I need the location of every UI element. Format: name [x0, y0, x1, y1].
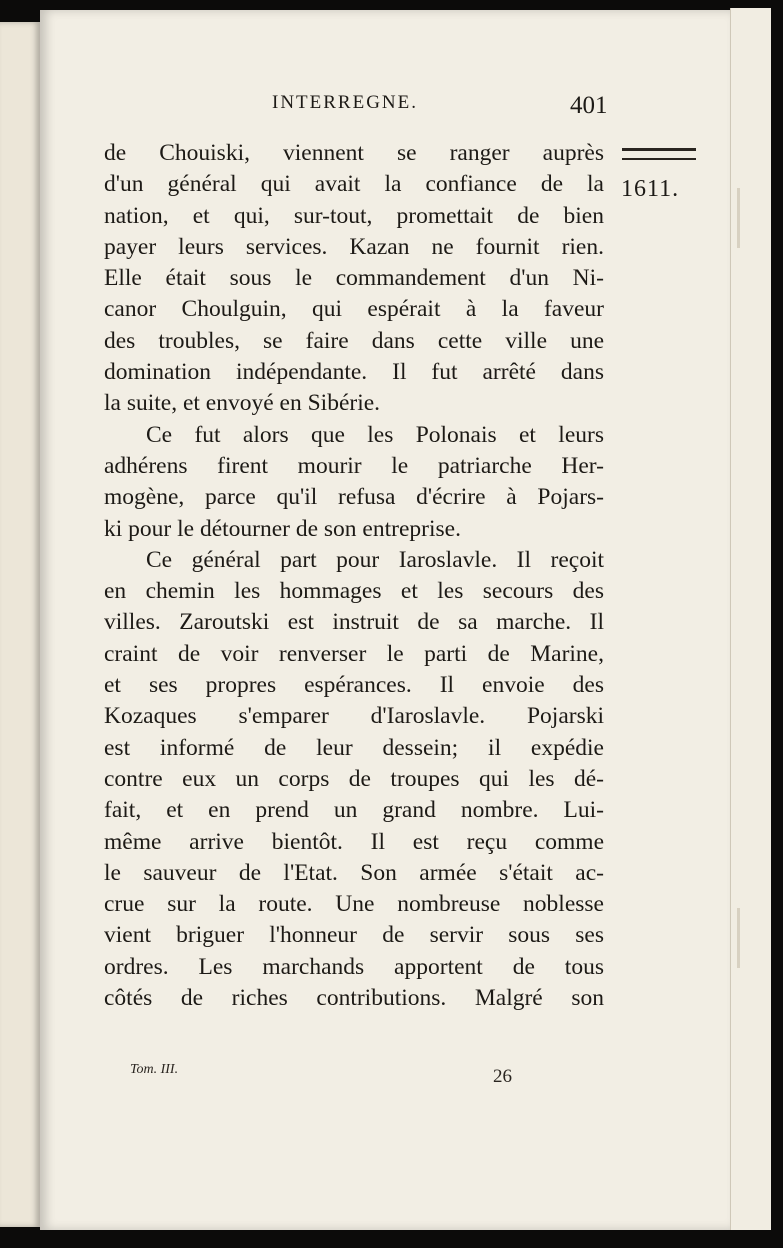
text-line: Elle était sous le commandement d'un Ni-: [104, 265, 604, 292]
signature-number: 26: [493, 1066, 512, 1087]
margin-year: 1611.: [621, 176, 680, 202]
text-line: d'un général qui avait la confiance de la: [104, 171, 604, 198]
text-line: villes. Zaroutski est instruit de sa marche. Il: [104, 609, 604, 636]
running-head: INTERREGNE.: [272, 92, 419, 113]
text-line: adhérens firent mourir le patriarche Her-: [104, 452, 604, 479]
left-page-edge: [0, 22, 40, 1227]
text-line: vient briguer l'honneur de servir sous ses: [104, 922, 604, 949]
text-line: et ses propres espérances. Il envoie des: [104, 672, 604, 699]
text-line: en chemin les hommages et les secours des: [104, 578, 604, 605]
text-line: craint de voir renverser le parti de Marine,: [104, 640, 604, 667]
text-line: nation, et qui, sur-tout, promettait de bien: [104, 202, 604, 229]
text-line: le sauveur de l'Etat. Son armée s'était ac-: [104, 859, 604, 886]
page-number: 401: [570, 92, 608, 119]
text-line: mogène, parce qu'il refusa d'écrire à Pojars-: [104, 484, 604, 511]
text-line: crue sur la route. Une nombreuse noblesse: [104, 891, 604, 918]
body-text: [104, 138, 604, 1014]
text-line: ki pour le détourner de son entreprise.: [104, 515, 461, 542]
next-page-edge: [730, 8, 771, 1230]
text-line: payer leurs services. Kazan ne fournit rien.: [104, 233, 604, 260]
text-line: la suite, et envoyé en Sibérie.: [104, 390, 381, 417]
text-line: canor Choulguin, qui espérait à la faveur: [104, 296, 604, 323]
page-edge-mark: [737, 908, 740, 968]
text-line: est informé de leur dessein; il expédie: [104, 734, 604, 761]
text-line: domination indépendante. Il fut arrêté dans: [104, 359, 604, 386]
text-line: Ce fut alors que les Polonais et leurs: [146, 421, 604, 448]
text-line: fait, et en prend un grand nombre. Lui-: [104, 797, 604, 824]
text-line: côtés de riches contributions. Malgré son: [104, 985, 604, 1012]
text-line: Ce général part pour Iaroslavle. Il reçoit: [146, 546, 604, 573]
text-line: des troubles, se faire dans cette ville une: [104, 327, 604, 354]
text-line: de Chouiski, viennent se ranger auprès: [104, 140, 604, 166]
page-edge-mark: [737, 188, 740, 248]
margin-rule: [622, 148, 696, 160]
signature-label: Tom. III.: [130, 1062, 179, 1077]
text-line: même arrive bientôt. Il est reçu comme: [104, 828, 604, 855]
text-line: contre eux un corps de troupes qui les dé-: [104, 765, 604, 792]
text-line: ordres. Les marchands apportent de tous: [104, 953, 604, 980]
text-line: Kozaques s'emparer d'Iaroslavle. Pojarski: [104, 703, 604, 730]
